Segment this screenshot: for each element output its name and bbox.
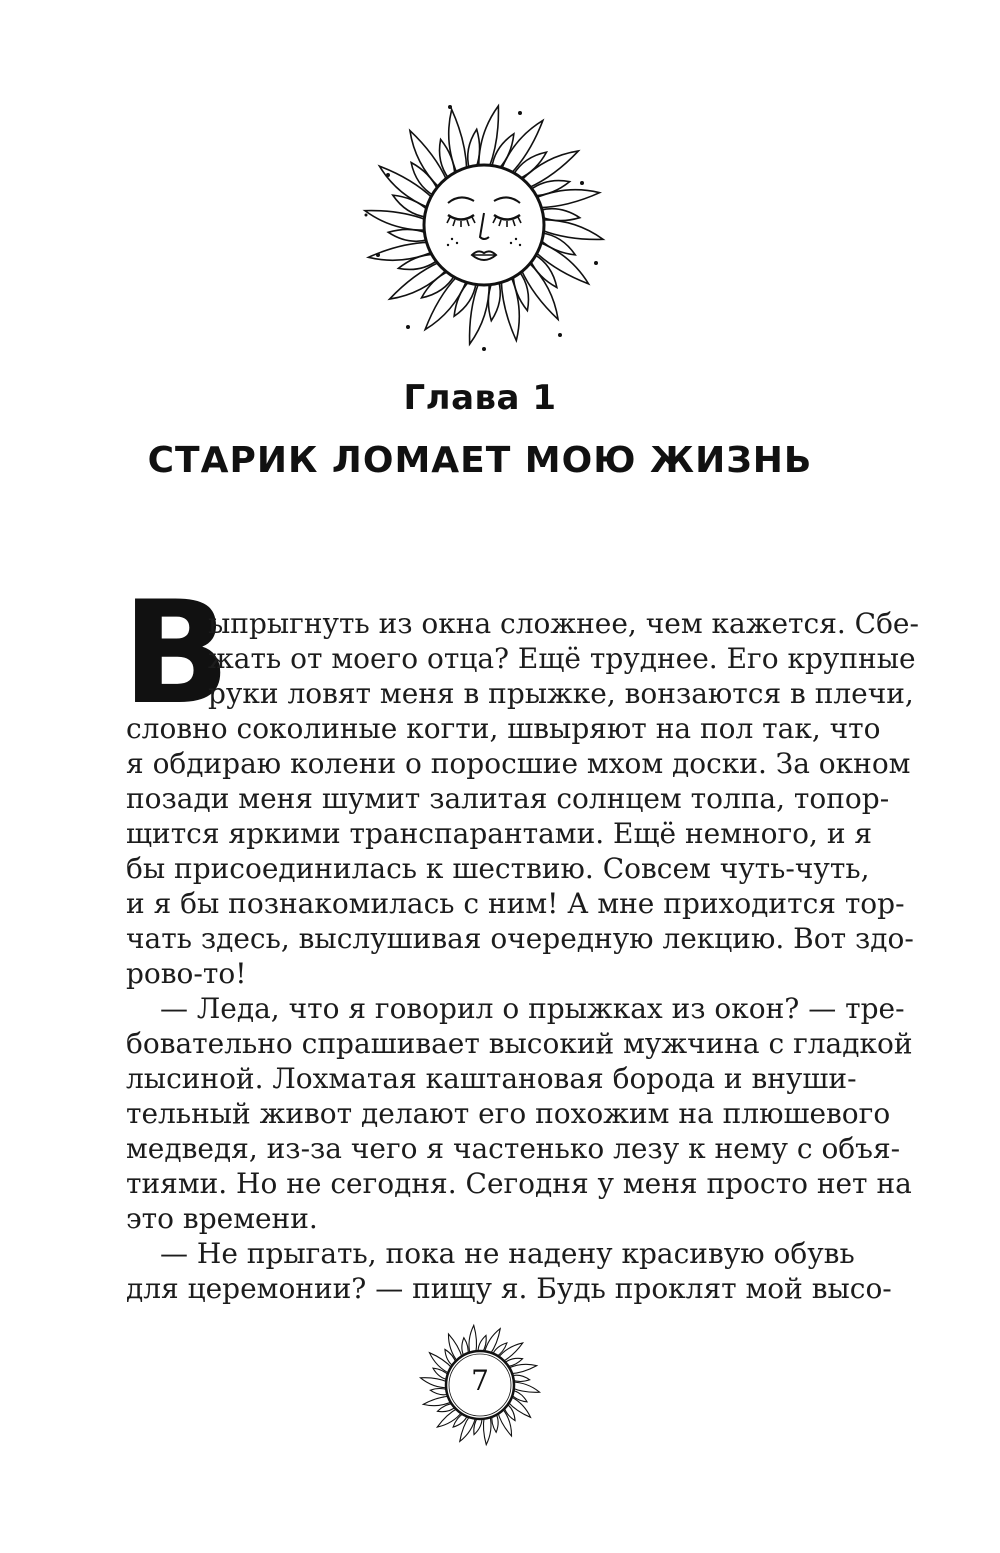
text-line: для церемонии? — пищу я. Будь проклят мой высо- — [126, 1272, 892, 1305]
chapter-title: СТАРИК ЛОМАЕТ МОЮ ЖИЗНЬ — [147, 440, 813, 481]
text-line: медведя, из-за чего я частенько лезу к нему с объя- — [126, 1132, 901, 1165]
sun-ray — [388, 229, 428, 241]
text-line: лысиной. Лохматая каштановая борода и внуши- — [126, 1062, 857, 1095]
text-line: чать здесь, выслушивая очередную лекцию. Вот здо- — [126, 922, 914, 955]
text-line: я обдираю колени о поросшие мхом доски. За окном — [126, 747, 911, 780]
body-text — [126, 606, 919, 1306]
text-line: тельный живот делают его похожим на плюшевого — [126, 1097, 891, 1130]
text-line: тиями. Но не сегодня. Сегодня у меня просто нет на — [126, 1167, 912, 1200]
chapter-label: Глава 1 — [403, 378, 557, 418]
page-number: 7 — [471, 1364, 489, 1397]
text-line: щится яркими транспарантами. Ещё немного, и я — [126, 817, 873, 850]
text-line: бы присоединилась к шествию. Совсем чуть-чуть, — [126, 852, 870, 885]
text-line: бовательно спрашивает высокий мужчина с гладкой — [126, 1027, 913, 1060]
drop-cap: В — [122, 571, 231, 736]
text-line: — Не прыгать, пока не надену красивую обувь — [160, 1237, 855, 1270]
text-line: рово-то! — [126, 957, 247, 990]
text-line: ыпрыгнуть из окна сложнее, чем кажется. Сбе- — [208, 607, 919, 640]
text-line: словно соколиные когти, швыряют на пол так, что — [126, 712, 881, 745]
text-line: это времени. — [126, 1202, 318, 1235]
text-line: руки ловят меня в прыжке, вонзаются в плечи, — [208, 677, 914, 710]
text-line: — Леда, что я говорил о прыжках из окон? — тре- — [160, 992, 905, 1025]
text-line: и я бы познакомилась с ним! А мне приходится тор- — [126, 887, 905, 920]
text-line: жать от моего отца? Ещё труднее. Его крупные — [208, 642, 916, 675]
sun-ray — [488, 281, 500, 321]
sun-face-icon — [360, 95, 610, 360]
text-line: позади меня шумит залитая солнцем толпа, топор- — [126, 782, 890, 815]
sun-ray — [540, 209, 580, 221]
sun-ray — [468, 129, 480, 169]
